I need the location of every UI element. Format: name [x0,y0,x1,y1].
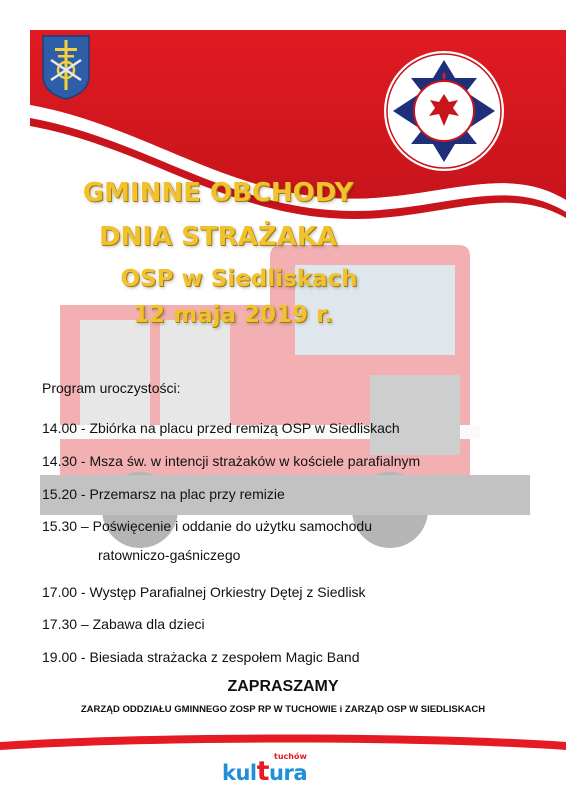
event-date: 12 maja 2019 r. [133,302,333,328]
logo-wordmark [222,756,307,787]
program-item-continuation: ratowniczo-gaśniczego [98,547,241,563]
invite-text: ZAPRASZAMY [227,678,339,695]
osp-emblem-icon [383,50,505,172]
program-item: 17.30 – Zabawa dla dzieci [42,616,205,632]
logo-part1: kul [222,761,257,785]
title-line2: DNIA STRAŻAKA [98,222,338,252]
program-item: 17.00 - Występ Parafialnej Orkiestry Dętej z Siedlisk [42,584,366,600]
program-item: 15.20 - Przemarsz na plac przy remizie [42,486,285,502]
kultura-logo [222,752,322,786]
program-item: 15.30 – Poświęcenie i oddanie do użytku samochodu [42,518,372,534]
organizers-text: ZARZĄD ODDZIAŁU GMINNEGO ZOSP RP W TUCHOWIE i ZARZĄD OSP W SIEDLISKACH [80,704,486,715]
title-line1: GMINNE OBCHODY [82,178,354,208]
logo-t: t [256,756,270,787]
program-heading: Program uroczystości: [42,380,181,396]
title-line3: OSP w Siedliskach [120,266,358,292]
logo-part2: ura [269,761,308,785]
program-item: 14.30 - Msza św. w intencji strażaków w kościele parafialnym [42,453,421,469]
logo-subtext: tuchów [274,752,307,761]
coat-of-arms-icon [41,34,91,100]
program-item: 19.00 - Biesiada strażacka z zespołem Magic Band [42,649,360,665]
program-item: 14.00 - Zbiórka na placu przed remizą OSP w Siedliskach [42,420,400,436]
